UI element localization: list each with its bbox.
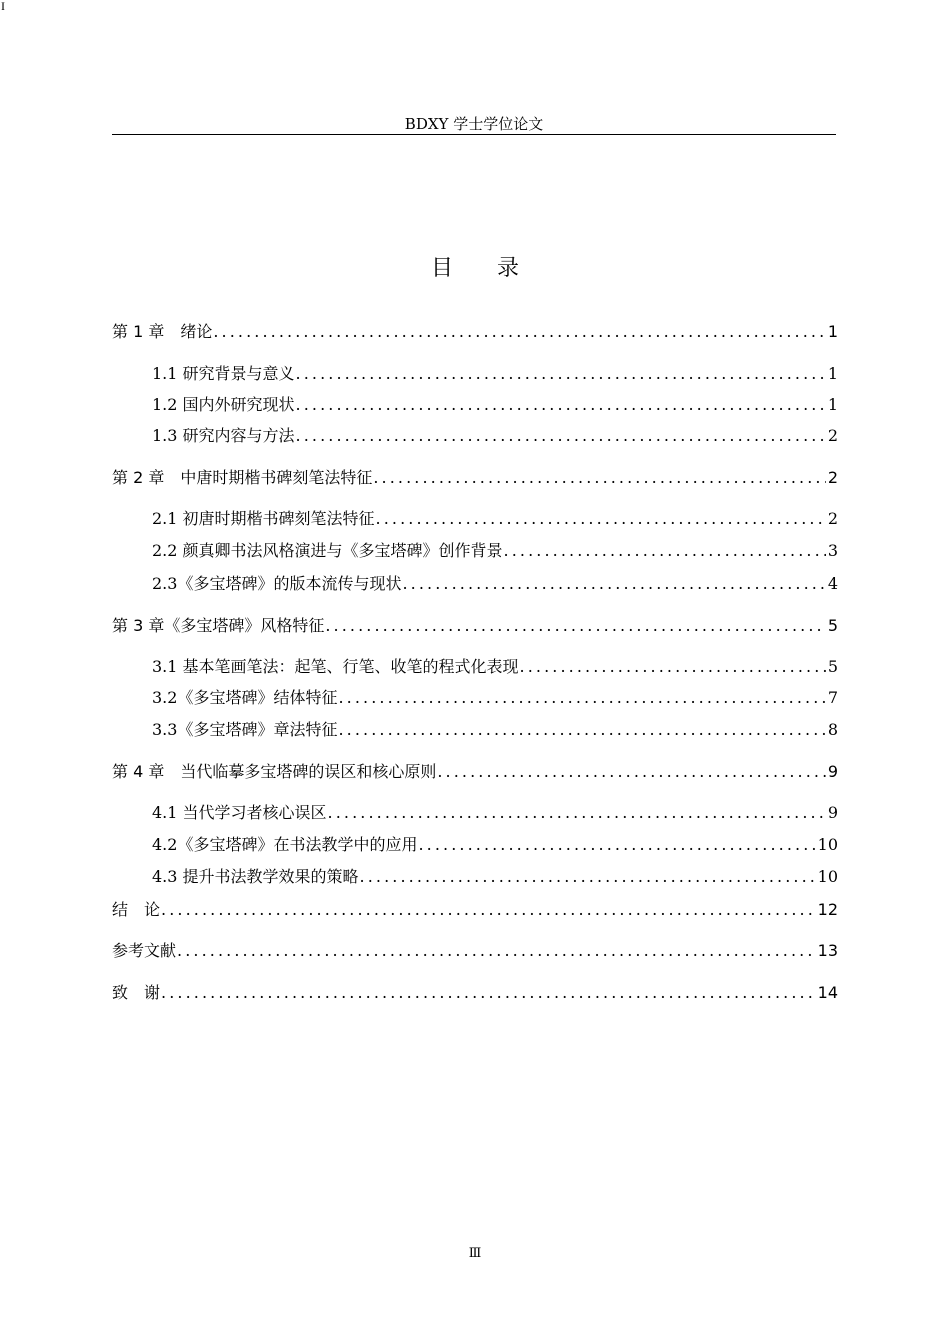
toc-leader-dots [338, 718, 825, 742]
toc-entry-page: 2 [827, 509, 838, 528]
toc-entry-page: 1 [827, 395, 838, 414]
toc-leader-dots [325, 614, 825, 638]
toc-entry-page: 1 [827, 322, 838, 341]
toc-entry-page: 5 [827, 657, 838, 676]
toc-entry-1-1[interactable] [152, 362, 838, 386]
toc-entry-label: 第 3 章《多宝塔碑》风格特征 [112, 616, 325, 635]
toc-entry-label: 3.2《多宝塔碑》结体特征 [152, 688, 338, 707]
toc-entry-label: 2.2 颜真卿书法风格演进与《多宝塔碑》创作背景 [152, 541, 503, 560]
toc-entry-label: 2.3《多宝塔碑》的版本流传与现状 [152, 574, 402, 593]
toc-entry-4-3[interactable] [152, 865, 838, 889]
toc-entry-page: 13 [817, 941, 838, 960]
toc-leader-dots [373, 466, 825, 490]
toc-entry-chapter-1[interactable] [112, 320, 838, 344]
toc-entry-1-2[interactable] [152, 393, 838, 417]
toc-entry-acknowledgements[interactable] [112, 981, 838, 1005]
toc-leader-dots [338, 686, 825, 710]
toc-entry-label: 1.3 研究内容与方法 [152, 426, 295, 445]
toc-entry-page: 2 [827, 426, 838, 445]
toc-leader-dots [296, 362, 826, 386]
toc-entry-page: 10 [817, 835, 838, 854]
toc-leader-dots [504, 539, 826, 563]
toc-entry-page: 9 [827, 803, 838, 822]
toc-entry-page: 3 [827, 541, 838, 560]
toc-leader-dots [296, 393, 826, 417]
toc-entry-label: 3.3《多宝塔碑》章法特征 [152, 720, 338, 739]
toc-entry-4-2[interactable] [152, 833, 838, 857]
toc-entry-chapter-2[interactable] [112, 466, 838, 490]
toc-entry-label: 2.1 初唐时期楷书碑刻笔法特征 [152, 509, 375, 528]
toc-entry-label: 1.2 国内外研究现状 [152, 395, 295, 414]
toc-entry-label: 致 谢 [112, 983, 161, 1002]
toc-entry-chapter-3[interactable] [112, 614, 838, 638]
toc-leader-dots [161, 898, 816, 922]
toc-entry-label: 1.1 研究背景与意义 [152, 364, 295, 383]
corner-mark: I [1, 0, 5, 13]
toc-entry-label: 4.2《多宝塔碑》在书法教学中的应用 [152, 835, 418, 854]
toc-leader-dots [376, 507, 826, 531]
toc-entry-page: 14 [817, 983, 838, 1002]
toc-leader-dots [418, 833, 815, 857]
toc-entry-label: 4.1 当代学习者核心误区 [152, 803, 327, 822]
toc-entry-page: 8 [827, 720, 838, 739]
toc-entry-page: 7 [827, 688, 838, 707]
toc-entry-label: 参考文献 [112, 941, 177, 960]
toc-entry-conclusion[interactable] [112, 898, 838, 922]
header-rule [112, 134, 836, 135]
toc-entry-3-3[interactable] [152, 718, 838, 742]
toc-entry-4-1[interactable] [152, 801, 838, 825]
toc-entry-label: 4.3 提升书法教学效果的策略 [152, 867, 359, 886]
toc-entry-label: 第 1 章 绪论 [112, 322, 213, 341]
toc-entry-page: 9 [827, 762, 838, 781]
toc-title: 目录 [430, 256, 563, 281]
toc-entry-label: 第 4 章 当代临摹多宝塔碑的误区和核心原则 [112, 762, 437, 781]
toc-leader-dots [296, 424, 826, 448]
toc-entry-1-3[interactable] [152, 424, 838, 448]
toc-entry-page: 10 [817, 867, 838, 886]
toc-leader-dots [213, 320, 825, 344]
toc-entry-3-2[interactable] [152, 686, 838, 710]
toc-leader-dots [520, 655, 826, 679]
toc-leader-dots [437, 760, 825, 784]
toc-entry-references[interactable] [112, 939, 838, 963]
toc-leader-dots [161, 981, 816, 1005]
toc-entry-2-2[interactable] [152, 539, 838, 563]
toc-entry-3-1[interactable] [152, 655, 838, 679]
toc-entry-page: 1 [827, 364, 838, 383]
toc-leader-dots [402, 572, 825, 596]
toc-entry-page: 5 [827, 616, 838, 635]
page-number: Ⅲ [468, 1246, 482, 1261]
toc-entry-page: 2 [827, 468, 838, 487]
toc-entry-chapter-4[interactable] [112, 760, 838, 784]
toc-entry-2-3[interactable] [152, 572, 838, 596]
page-header: BDXY 学士学位论文 [404, 115, 544, 133]
toc-leader-dots [177, 939, 816, 963]
toc-leader-dots [360, 865, 816, 889]
toc-entry-label: 3.1 基本笔画笔法：起笔、行笔、收笔的程式化表现 [152, 657, 519, 676]
toc-entry-page: 4 [827, 574, 838, 593]
toc-entry-label: 第 2 章 中唐时期楷书碑刻笔法特征 [112, 468, 373, 487]
toc-entry-2-1[interactable] [152, 507, 838, 531]
toc-entry-page: 12 [817, 900, 838, 919]
toc-entry-label: 结 论 [112, 900, 161, 919]
toc-leader-dots [328, 801, 826, 825]
